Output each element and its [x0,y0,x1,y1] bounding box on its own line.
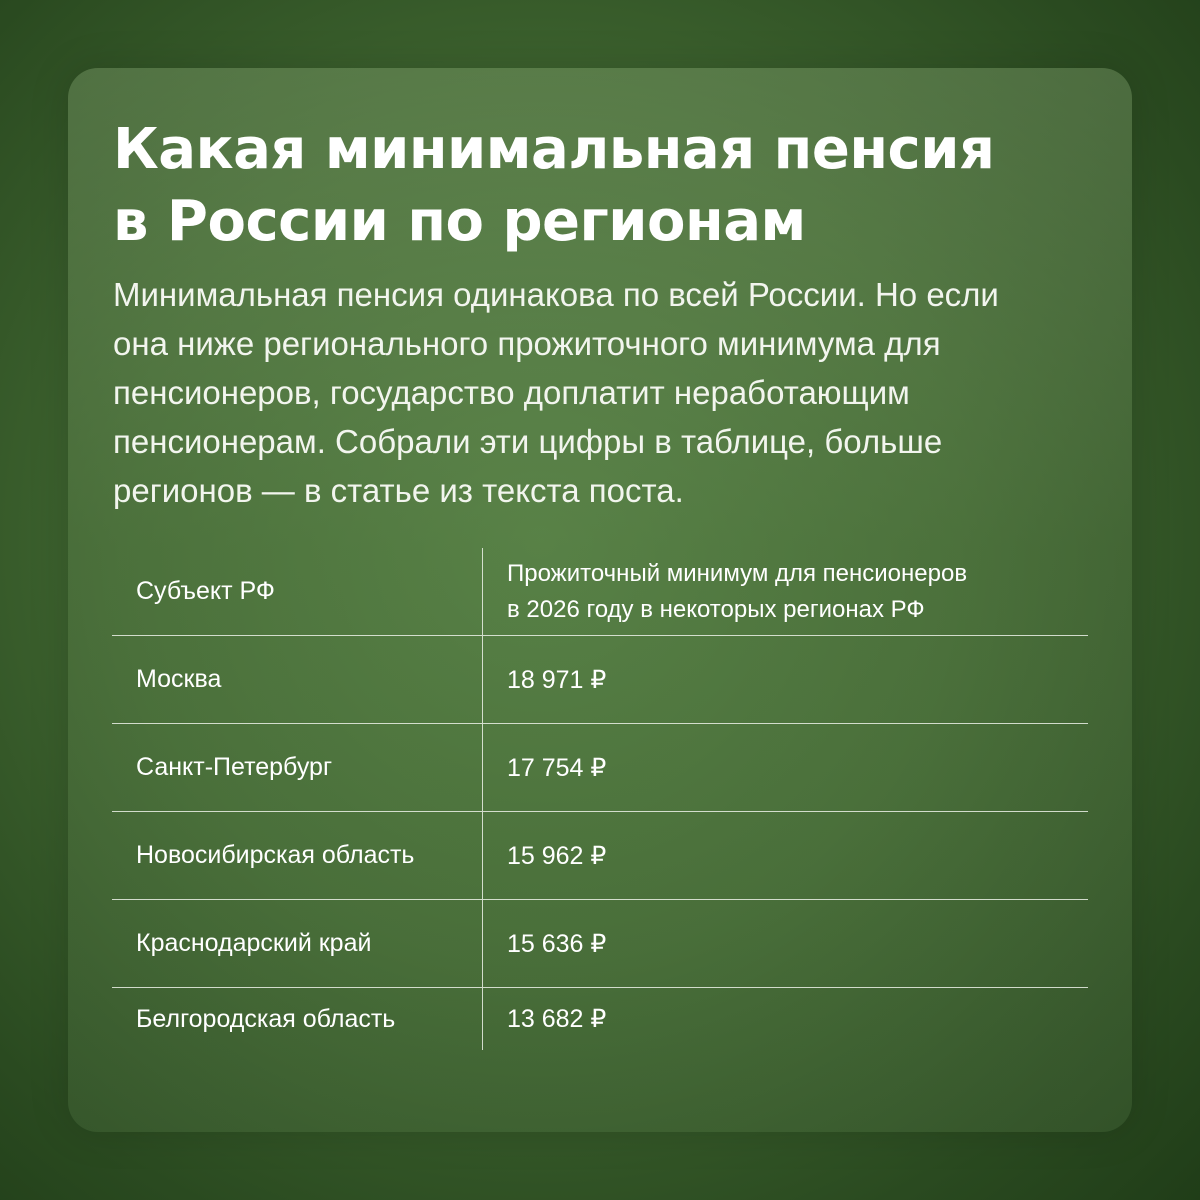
header-minimum-line-2: в 2026 году в некоторых регионах РФ [507,595,925,623]
table-row [112,724,1088,812]
table-row [112,636,1088,724]
table-row [112,900,1088,988]
lead-line-2: она ниже регионального прожиточного минимума для [113,325,941,362]
title-line-1: Какая минимальная пенсия [113,117,995,182]
value-cell: 17 754 ₽ [507,753,607,782]
value-cell: 15 962 ₽ [507,841,607,870]
region-cell: Новосибирская область [112,812,483,899]
value-cell: 18 971 ₽ [507,665,607,694]
lead-line-1: Минимальная пенсия одинакова по всей России. Но если [113,276,999,313]
table-row [112,812,1088,900]
header-minimum [483,548,1088,635]
subsistence-minimum-table [112,548,1088,1050]
region-cell: Белгородская область [112,988,483,1050]
info-card [68,68,1132,1132]
value-cell: 15 636 ₽ [507,929,607,958]
region-cell: Санкт-Петербург [112,724,483,811]
region-cell: Москва [112,636,483,723]
lead-line-4: пенсионерам. Собрали эти цифры в таблице, больше [113,423,943,460]
title-line-2: в России по регионам [113,189,806,254]
lead-line-3: пенсионеров, государство доплатит неработающим [113,374,910,411]
lead-paragraph [113,270,1103,515]
page-title [113,114,1093,258]
table-header-row [112,548,1088,636]
lead-line-5: регионов — в статье из текста поста. [113,472,684,509]
header-region: Субъект РФ [112,548,483,635]
table-row [112,988,1088,1050]
region-cell: Краснодарский край [112,900,483,987]
value-cell: 13 682 ₽ [507,1005,607,1033]
header-minimum-line-1: Прожиточный минимум для пенсионеров [507,559,968,587]
